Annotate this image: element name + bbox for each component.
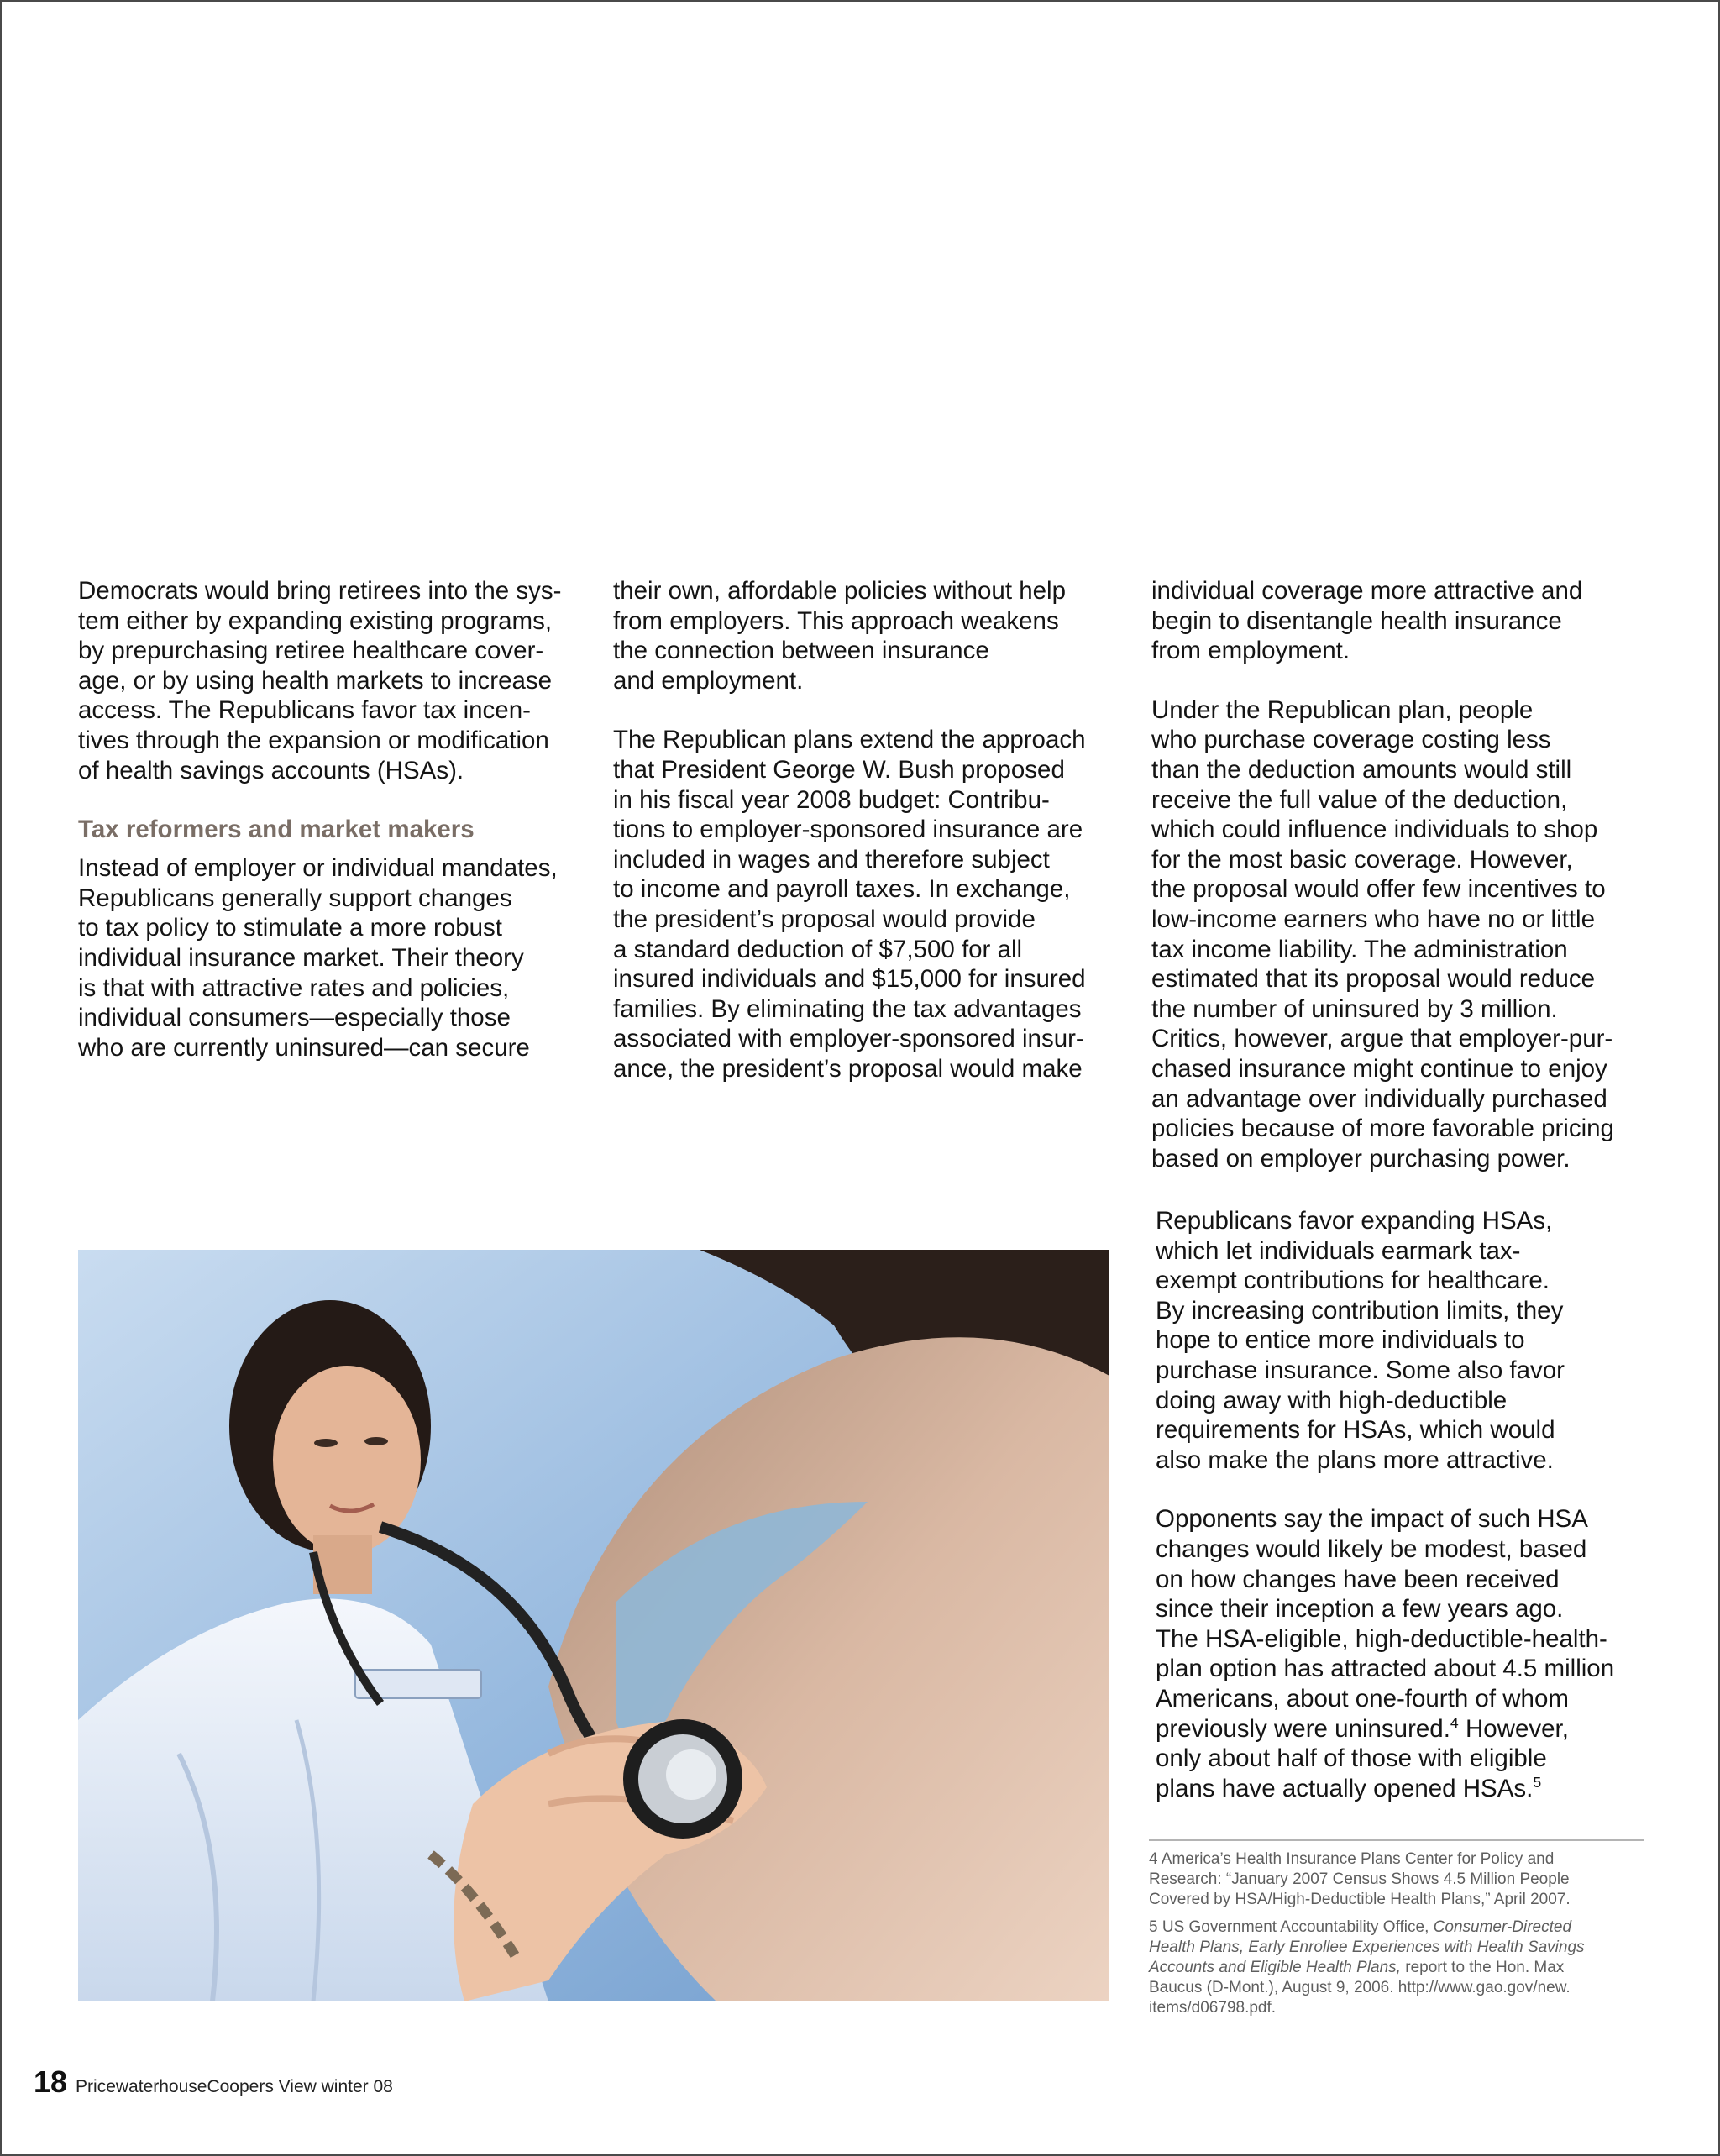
footnote-text: report to the Hon. Max Baucus (D-Mont.), August 9, 2006. http://www.gao.gov/new. items/d06798.pdf. [1149, 1959, 1571, 2017]
footnote-ref-4: 4 [1450, 1713, 1459, 1731]
footnote-text: 5 US Government Accountability Office, [1149, 1918, 1434, 1936]
body-paragraph [1156, 1504, 1668, 1803]
body-paragraph: Republicans favor expanding HSAs, which let individuals earmark tax- exempt contributions for healthcare. By increasing contribution limits, they hope to entice more individuals to purchase insurance. Some also favor doing away with high-deductible requirements for HSAs, which would also make the plans more attractive. [1156, 1207, 1565, 1474]
body-paragraph: Democrats would bring retirees into the sys- tem either by expanding existing programs, by prepurchasing retiree healthcare cover- age, or by using health markets to increase access. The Republicans favor tax incen- tives through the expansion or modification of health savings accounts (HSAs). [78, 577, 562, 784]
page-number: 18 [34, 2064, 68, 2099]
body-paragraph: their own, affordable policies without help from employers. This approach weakens the connection between insurance and employment. [613, 577, 1066, 695]
doctor-stethoscope-photo [78, 1250, 1109, 2001]
column-1 [78, 576, 590, 1062]
footnotes [1149, 1849, 1653, 2026]
column-2 [613, 576, 1125, 1084]
body-text: Opponents say the impact of such HSA changes would likely be modest, based on how changes have been received since their inception a few years ago. The HSA-eligible, high-deductible-health- plan option has attracted about 4.5 million Americans, about one-fourth of whom previously were uninsured. [1156, 1505, 1615, 1743]
footnote-divider [1149, 1839, 1644, 1841]
column-4 [1156, 1206, 1668, 1803]
footnote-ref-5: 5 [1533, 1773, 1542, 1791]
section-heading: Tax reformers and market makers [78, 816, 475, 844]
column-3 [1151, 576, 1664, 1173]
publication-name: PricewaterhouseCoopers View winter 08 [76, 2077, 393, 2096]
body-text: However, only about half of those with eligible plans have actually opened HSAs. [1156, 1714, 1569, 1802]
footnote-5 [1149, 1917, 1653, 2018]
body-paragraph: The Republican plans extend the approach that President George W. Bush proposed in his fiscal year 2008 budget: Contribu- tions to employer-sponsored insurance are included in wages and therefore subject to income and payroll taxes. In exchange, the president’s proposal would provide a standard deduction of $7,500 for all insured individuals and $15,000 for insured families. By eliminating the tax advantages associated with employer-sponsored insur- ance, the president’s proposal would make [613, 726, 1086, 1083]
photo-illustration [78, 1250, 1109, 2001]
footnote-4: 4 America’s Health Insurance Plans Center for Policy and Research: “January 2007 Census Shows 4.5 Million People Covered by HSA/High-Deductible Health Plans,” April 2007. [1149, 1850, 1571, 1908]
body-paragraph: Under the Republican plan, people who purchase coverage costing less than the deduction amounts would still receive the full value of the deduction, which could influence individuals to shop for the most basic coverage. However, the proposal would offer few incentives to low-income earners who have no or little tax income liability. The administration estimated that its proposal would reduce the number of uninsured by 3 million. Critics, however, argue that employer-pur- chased insurance might continue to enjoy an advantage over individually purchased policies because of more favorable pricing based on employer purchasing power. [1151, 695, 1614, 1172]
body-paragraph: Instead of employer or individual mandates, Republicans generally support changes to tax policy to stimulate a more robust individual insurance market. Their theory is that with attractive rates and policies, individual consumers—especially those who are currently uninsured—can secure [78, 854, 558, 1062]
body-paragraph: individual coverage more attractive and begin to disentangle health insurance from employment. [1151, 577, 1583, 665]
footnote-title: Consumer-Directed Health Plans, Early Enrollee Experiences with Health Savings Accounts and Eligible Health Plans, [1149, 1918, 1585, 1976]
page-footer [34, 2064, 393, 2100]
